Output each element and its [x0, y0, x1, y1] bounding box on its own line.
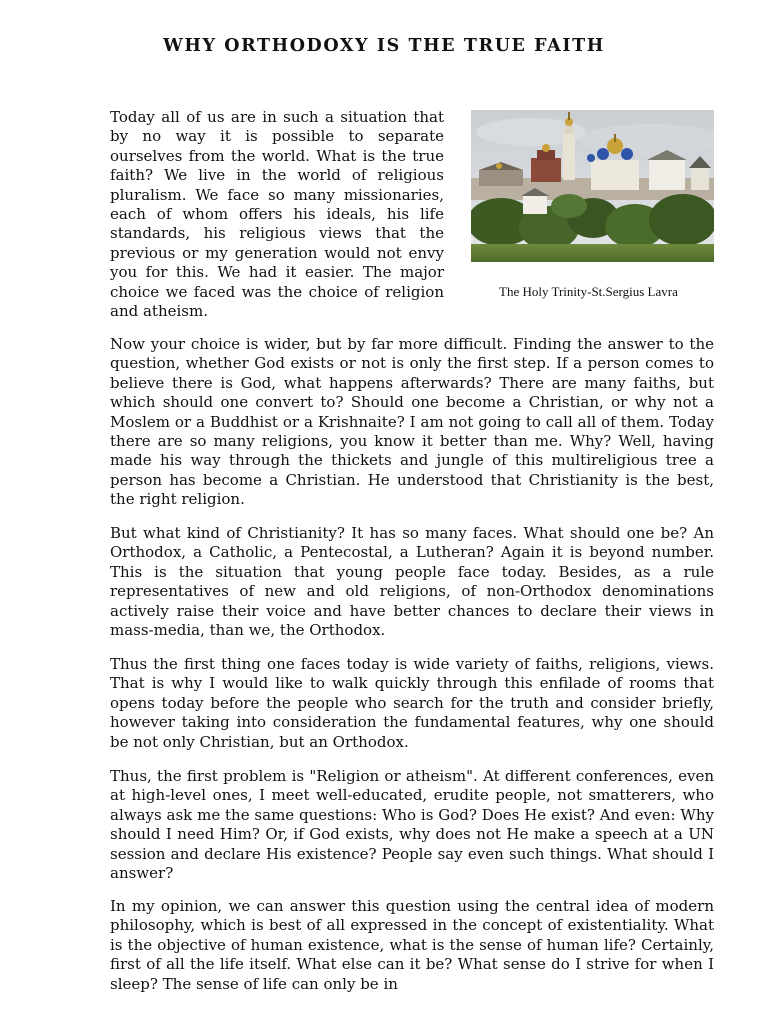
photo-caption: The Holy Trinity-St.Sergius Lavra [499, 284, 678, 299]
paragraph-6: In my opinion, we can answer this question using the central idea of modern philosophy, which is best of all expressed in the concept of existentiality. What is the objective of human existence, what is the sense of human life? Certainly, first of all the life itself. What else can it be? What sense do I strive for when I sleep? The sense of life can only be in [110, 897, 714, 993]
paragraph-2: Now your choice is wider, but by far more difficult. Finding the answer to the question, whether God exists or not is only the first step. If a person comes to believe there is God, what happens afterwards? There are many faiths, but which should one convert to? Should one become a Christian, or why not a Moslem or a Buddhist or a Krishnaite? I am not going to call all of them. Today there are so many religions, you know it better than me. Why? Well, having made his way through the thickets and jungle of this multireligious tree a person has become a Christian. He understood that Christianity is the best, the right religion. [110, 335, 714, 509]
paragraph-5: Thus, the first problem is "Religion or atheism". At different conferences, even at high-level ones, I meet well-educated, erudite people, not smatterers, who always ask me the same questions: Who is God? Does He exist? And even: Why should I need Him? Or, if God exists, why does not He make a speech at a UN session and declare His existence? People say even such things. What should I answer? [110, 767, 714, 883]
paragraph-3: But what kind of Christianity? It has so many faces. What should one be? An Orthodox, a Catholic, a Pentecostal, a Lutheran? Again it is beyond number. This is the situation that young people face today. Besides, as a rule representatives of new and old religions, of non-Orthodox denominations actively raise their voice and have better chances to declare their views in mass-media, than we, the Orthodox. [110, 524, 714, 640]
paragraph-1: Today all of us are in such a situation that by no way it is possible to separate ourselves from the world. What is the true faith? We live in the world of religious pluralism. We face so many missionaries, each of whom offers his ideals, his life standards, his religious views that the previous or my generation would not envy you for this. We had it easier. The major choice we faced was the choice of religion and atheism. [110, 108, 444, 321]
paragraph-4: Thus the first thing one faces today is wide variety of faiths, religions, views. That is why I would like to walk quickly through this enfilade of rooms that opens today before the people who search for the truth and consider briefly, however taking into consideration the fundamental features, why one should be not only Christian, but an Orthodox. [110, 655, 714, 751]
monastery-photo [471, 110, 714, 262]
page-title: WHY ORTHODOXY IS THE TRUE FAITH [163, 36, 605, 56]
